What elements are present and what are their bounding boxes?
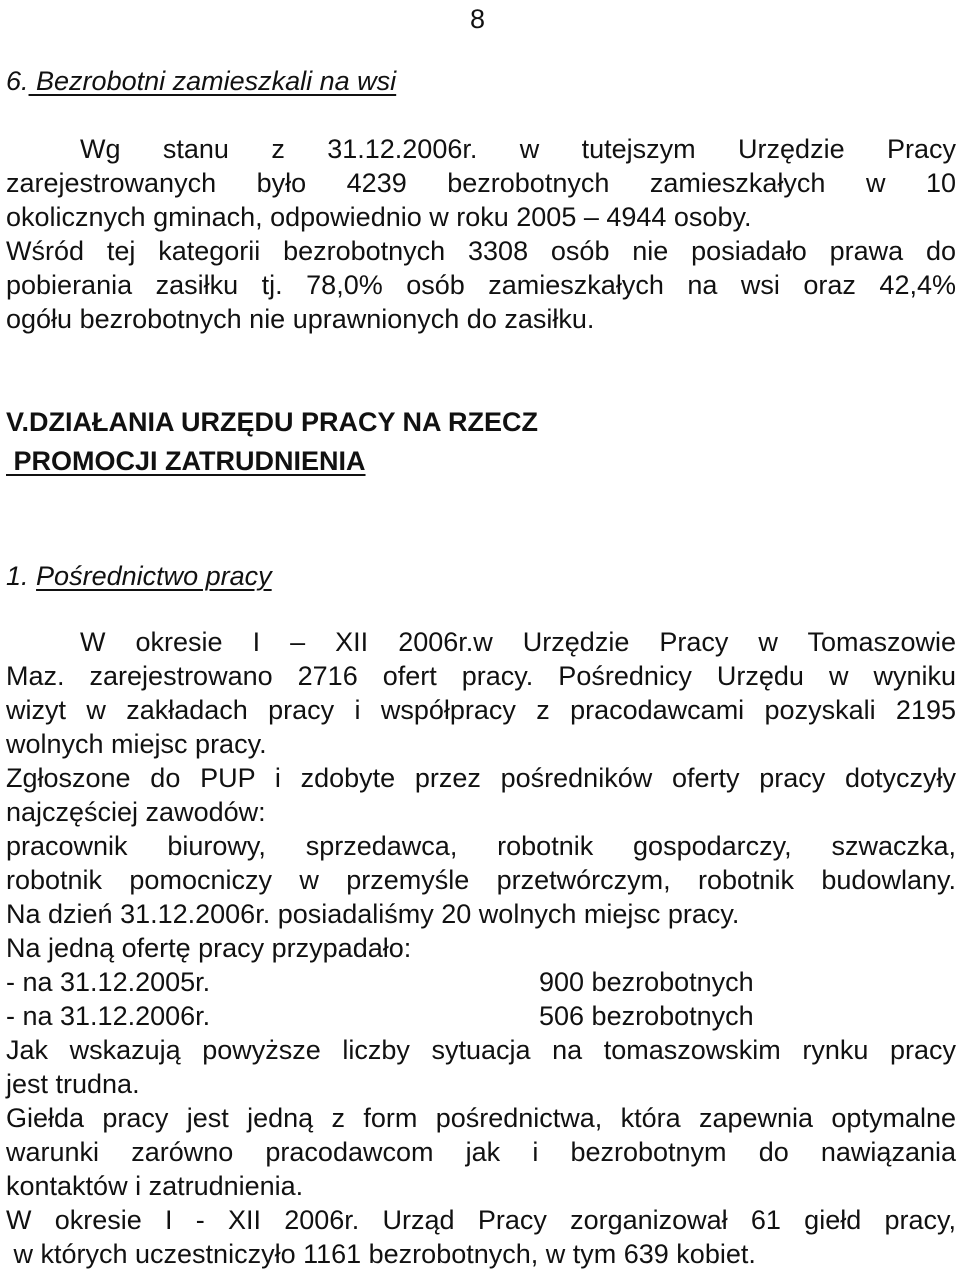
paragraph-line: Maz. zarejestrowano 2716 ofert pracy. Pośrednicy Urzędu w wyniku: [6, 661, 956, 691]
section-6-title: Bezrobotni zamieszkali na wsi: [28, 66, 397, 96]
paragraph-line: Giełda pracy jest jedną z form pośrednictwa, która zapewnia optymalne: [6, 1103, 956, 1133]
section-1-heading: [6, 559, 956, 593]
offer-date: - na 31.12.2005r.: [6, 967, 211, 997]
paragraph-line: W okresie I - XII 2006r. Urząd Pracy zorganizował 61 giełd pracy,: [6, 1205, 956, 1235]
chapter-heading-line-2: PROMOCJI ZATRUDNIENIA: [6, 446, 366, 476]
page-number: 8: [470, 4, 486, 34]
paragraph-line: zarejestrowanych było 4239 bezrobotnych zamieszkałych w 10: [6, 168, 956, 198]
paragraph-line: wolnych miejsc pracy.: [6, 729, 267, 759]
paragraph-line: W okresie I – XII 2006r.w Urzędzie Pracy w Tomaszowie: [80, 627, 956, 657]
section-1-number: 1.: [6, 561, 29, 591]
paragraph-line: Na dzień 31.12.2006r. posiadaliśmy 20 wolnych miejsc pracy.: [6, 899, 740, 929]
paragraph-line: w których uczestniczyło 1161 bezrobotnych, w tym 639 kobiet.: [6, 1239, 756, 1269]
paragraph-line: kontaktów i zatrudnienia.: [6, 1171, 304, 1201]
paragraph-line: pobierania zasiłku tj. 78,0% osób zamieszkałych na wsi oraz 42,4%: [6, 270, 956, 300]
section-6-number: 6.: [6, 66, 29, 96]
paragraph-line: ogółu bezrobotnych nie uprawnionych do zasiłku.: [6, 304, 595, 334]
paragraph-line: Jak wskazują powyższe liczby sytuacja na tomaszowskim rynku pracy: [6, 1035, 956, 1065]
paragraph-line: okolicznych gminach, odpowiednio w roku 2005 – 4944 osoby.: [6, 202, 752, 232]
paragraph-line: Wśród tej kategorii bezrobotnych 3308 osób nie posiadało prawa do: [6, 236, 956, 266]
chapter-heading-line-1: V.DZIAŁANIA URZĘDU PRACY NA RZECZ: [6, 407, 539, 437]
offer-date: - na 31.12.2006r.: [6, 1001, 211, 1031]
paragraph-line: Zgłoszone do PUP i zdobyte przez pośredników oferty pracy dotyczyły: [6, 763, 956, 793]
paragraph-line: pracownik biurowy, sprzedawca, robotnik gospodarczy, szwaczka,: [6, 831, 956, 861]
offer-row: [6, 999, 956, 1033]
section-6-heading: [6, 64, 956, 98]
offer-value: 506 bezrobotnych: [539, 1001, 754, 1031]
section-1-title: Pośrednictwo pracy: [36, 561, 272, 591]
paragraph-line: Na jedną ofertę pracy przypadało:: [6, 933, 412, 963]
offer-value: 900 bezrobotnych: [539, 967, 754, 997]
offer-row: [6, 965, 956, 999]
paragraph-line: Wg stanu z 31.12.2006r. w tutejszym Urzędzie Pracy: [80, 134, 956, 164]
paragraph-line: robotnik pomocniczy w przemyśle przetwórczym, robotnik budowlany.: [6, 865, 956, 895]
paragraph-line: jest trudna.: [6, 1069, 140, 1099]
paragraph-line: warunki zarówno pracodawcom jak i bezrobotnym do nawiązania: [6, 1137, 956, 1167]
paragraph-line: najczęściej zawodów:: [6, 797, 266, 827]
paragraph-line: wizyt w zakładach pracy i współpracy z pracodawcami pozyskali 2195: [6, 695, 956, 725]
